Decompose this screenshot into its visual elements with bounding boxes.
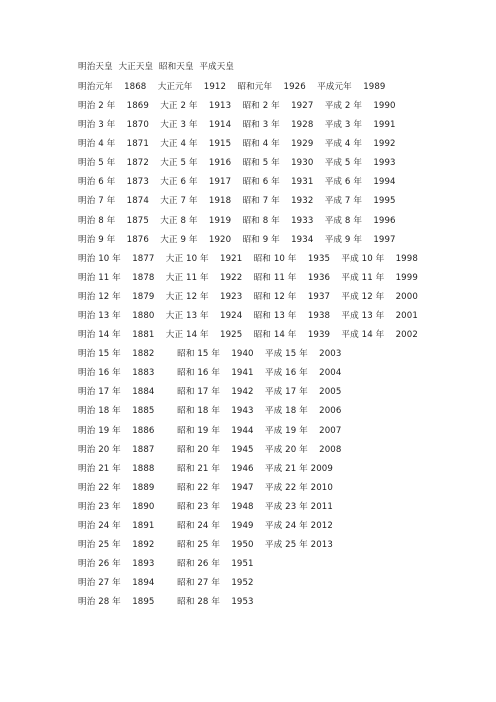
era-row: 明治 21 年 1888 昭和 21 年 1946 平成 21 年 2009 xyxy=(78,464,333,474)
era-row: 明治 20 年 1887 昭和 20 年 1945 平成 20 年 2008 xyxy=(78,445,342,455)
era-row: 明治 9 年 1876 大正 9 年 1920 昭和 9 年 1934 平成 9 年 1997 xyxy=(78,235,396,245)
era-row: 明治 8 年 1875 大正 8 年 1919 昭和 8 年 1933 平成 8 年 1996 xyxy=(78,216,396,226)
era-row: 明治 22 年 1889 昭和 22 年 1947 平成 22 年 2010 xyxy=(78,483,333,493)
era-row: 明治 18 年 1885 昭和 18 年 1943 平成 18 年 2006 xyxy=(78,406,342,416)
era-row: 明治 23 年 1890 昭和 23 年 1948 平成 23 年 2011 xyxy=(78,502,333,512)
era-row: 明治 6 年 1873 大正 6 年 1917 昭和 6 年 1931 平成 6 年 1994 xyxy=(78,177,396,187)
heading: 明治天皇 大正天皇 昭和天皇 平成天皇 xyxy=(78,62,235,72)
era-row: 明治 2 年 1869 大正 2 年 1913 昭和 2 年 1927 平成 2 年 1990 xyxy=(78,101,396,111)
era-row: 明治 10 年 1877 大正 10 年 1921 昭和 10 年 1935 平成 10 年 1998 xyxy=(78,254,418,264)
era-row: 明治 19 年 1886 昭和 19 年 1944 平成 19 年 2007 xyxy=(78,426,342,436)
era-row: 明治 17 年 1884 昭和 17 年 1942 平成 17 年 2005 xyxy=(78,387,342,397)
era-row: 明治 7 年 1874 大正 7 年 1918 昭和 7 年 1932 平成 7 年 1995 xyxy=(78,196,396,206)
era-row: 明治 27 年 1894 昭和 27 年 1952 xyxy=(78,578,254,588)
era-row: 明治 24 年 1891 昭和 24 年 1949 平成 24 年 2012 xyxy=(78,521,333,531)
era-row: 明治 28 年 1895 昭和 28 年 1953 xyxy=(78,597,254,607)
era-row: 明治 13 年 1880 大正 13 年 1924 昭和 13 年 1938 平成 13 年 2001 xyxy=(78,311,418,321)
era-row: 明治 15 年 1882 昭和 15 年 1940 平成 15 年 2003 xyxy=(78,349,342,359)
era-row: 明治元年 1868 大正元年 1912 昭和元年 1926 平成元年 1989 xyxy=(78,82,386,92)
era-row: 明治 14 年 1881 大正 14 年 1925 昭和 14 年 1939 平成 14 年 2002 xyxy=(78,330,418,340)
era-row: 明治 5 年 1872 大正 5 年 1916 昭和 5 年 1930 平成 5 年 1993 xyxy=(78,158,396,168)
era-row: 明治 3 年 1870 大正 3 年 1914 昭和 3 年 1928 平成 3 年 1991 xyxy=(78,120,396,130)
era-row: 明治 12 年 1879 大正 12 年 1923 昭和 12 年 1937 平成 12 年 2000 xyxy=(78,292,418,302)
era-row: 明治 26 年 1893 昭和 26 年 1951 xyxy=(78,559,254,569)
era-row: 明治 11 年 1878 大正 11 年 1922 昭和 11 年 1936 平成 11 年 1999 xyxy=(78,273,418,283)
era-row: 明治 4 年 1871 大正 4 年 1915 昭和 4 年 1929 平成 4 年 1992 xyxy=(78,139,396,149)
era-row: 明治 16 年 1883 昭和 16 年 1941 平成 16 年 2004 xyxy=(78,368,342,378)
era-row: 明治 25 年 1892 昭和 25 年 1950 平成 25 年 2013 xyxy=(78,540,333,550)
